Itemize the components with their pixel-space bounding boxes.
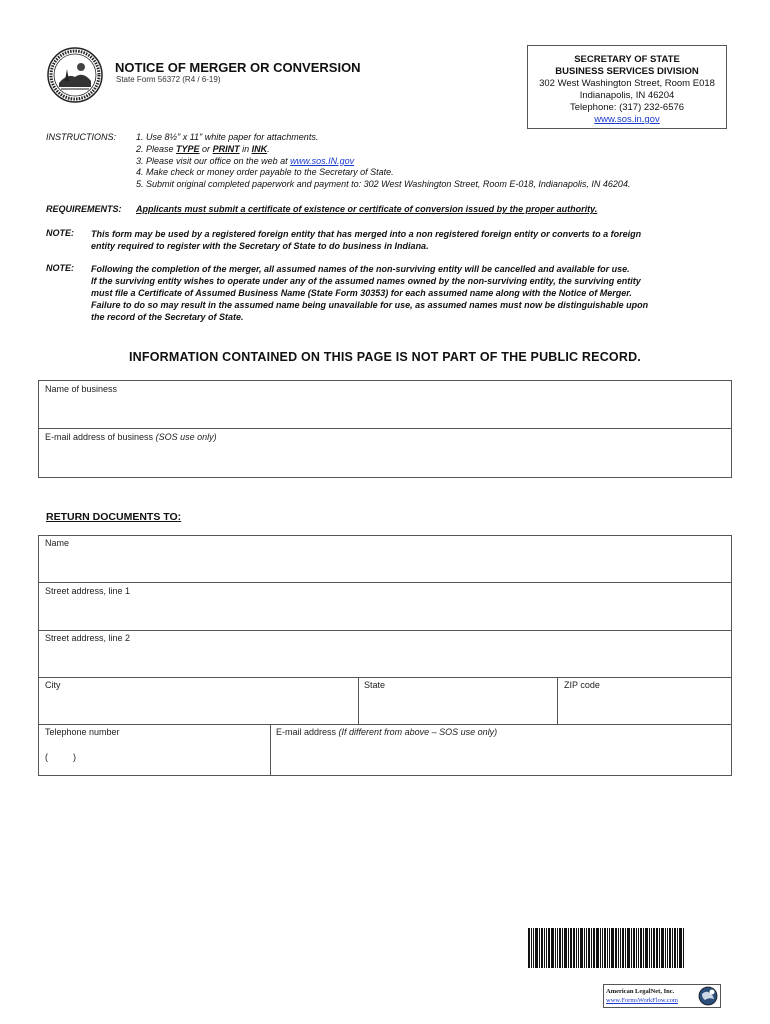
barcode-bar [679, 928, 682, 968]
barcode-bar [533, 928, 534, 968]
instruction-item-2: 2. Please TYPE or PRINT in INK. [136, 143, 270, 154]
instructions-list [136, 132, 630, 191]
barcode-bar [580, 928, 583, 968]
return-documents-title: RETURN DOCUMENTS TO: [46, 511, 182, 523]
city-label: City [45, 680, 61, 690]
sos-web-link[interactable]: www.sos.IN.gov [290, 155, 355, 166]
barcode-bar [638, 928, 639, 968]
sos-phone: Telephone: (317) 232-6576 [569, 102, 685, 113]
barcode-bar [551, 928, 554, 968]
business-email-label: E-mail address of business (SOS use only) [45, 432, 217, 442]
sos-division: BUSINESS SERVICES DIVISION [555, 66, 699, 77]
barcode-bar [649, 928, 650, 968]
barcode-bar [528, 928, 530, 968]
requirements-label: REQUIREMENTS: [46, 204, 122, 214]
state-seal-icon [47, 47, 103, 103]
form-title: NOTICE OF MERGER OR CONVERSION [115, 60, 361, 75]
barcode-bar [625, 928, 626, 968]
barcode-bar [544, 928, 545, 968]
barcode-bar [661, 928, 664, 968]
barcode-bar [593, 928, 595, 968]
requirements-text: Applicants must submit a certificate of existence or certificate of conversion issued by the proper authority. [136, 204, 598, 214]
sos-title: SECRETARY OF STATE [574, 54, 680, 65]
state-label: State [364, 680, 386, 690]
street-address-1-field[interactable] [38, 583, 732, 630]
public-record-notice: INFORMATION CONTAINED ON THIS PAGE IS NOT PART OF THE PUBLIC RECORD. [129, 350, 641, 364]
barcode-bar [588, 928, 590, 968]
barcode-bar [602, 928, 603, 968]
form-number: State Form 56372 (R4 / 6-19) [116, 75, 221, 84]
barcode-bar [672, 928, 673, 968]
barcode-bar [645, 928, 648, 968]
barcode-bar [665, 928, 666, 968]
business-name-label: Name of business [45, 384, 118, 394]
barcode-bar [535, 928, 538, 968]
globe-icon [698, 986, 718, 1006]
barcode [528, 928, 710, 968]
business-name-field[interactable] [38, 380, 732, 429]
barcode-bar [539, 928, 540, 968]
barcode-bar [557, 928, 558, 968]
barcode-bar [667, 928, 668, 968]
barcode-bar [631, 928, 632, 968]
barcode-bar [683, 928, 684, 968]
sos-website-link[interactable]: www.sos.in.gov [594, 114, 660, 125]
return-email-field[interactable] [271, 725, 732, 776]
instruction-item-1: 1. Use 8½" x 11" white paper for attachments. [136, 132, 319, 142]
barcode-bar [643, 928, 644, 968]
barcode-bar [564, 928, 567, 968]
instruction-item-4: 4. Make check or money order payable to the Secretary of State. [136, 167, 394, 178]
sos-contact-box [527, 45, 727, 129]
barcode-bar [618, 928, 619, 968]
barcode-bar [609, 928, 610, 968]
barcode-bar [677, 928, 678, 968]
return-name-label: Name [45, 538, 70, 548]
barcode-bar [615, 928, 617, 968]
barcode-bar [570, 928, 572, 968]
barcode-bar [651, 928, 652, 968]
telephone-area-code: ( ) [45, 752, 76, 762]
street-address-2-field[interactable] [38, 631, 732, 677]
barcode-bar [600, 928, 601, 968]
return-name-field[interactable] [38, 535, 732, 582]
telephone-label: Telephone number [45, 727, 120, 737]
barcode-bar [656, 928, 658, 968]
street-address-2-label: Street address, line 2 [45, 633, 131, 643]
sos-address: 302 West Washington Street, Room E018 [539, 78, 715, 89]
barcode-bar [546, 928, 547, 968]
sos-city: Indianapolis, IN 46204 [579, 90, 675, 101]
barcode-bar [568, 928, 569, 968]
barcode-bar [659, 928, 660, 968]
barcode-bar [555, 928, 556, 968]
barcode-bar [548, 928, 550, 968]
footer-company: American LegalNet, Inc. [606, 988, 675, 995]
state-field[interactable] [359, 678, 557, 724]
zip-code-field[interactable] [558, 678, 732, 724]
barcode-bar [576, 928, 577, 968]
telephone-field[interactable] [38, 725, 270, 776]
barcode-bar [640, 928, 642, 968]
instruction-item-3: 3. Please visit our office on the web at www.sos.IN.gov [136, 155, 355, 166]
barcode-bar [607, 928, 608, 968]
barcode-bar [562, 928, 563, 968]
barcode-bar [653, 928, 655, 968]
barcode-bar [559, 928, 561, 968]
barcode-bar [674, 928, 676, 968]
city-field[interactable] [38, 678, 358, 724]
barcode-bar [620, 928, 621, 968]
barcode-bar [633, 928, 635, 968]
footer-url-link[interactable]: www.FormsWorkFlow.com [606, 997, 678, 1004]
barcode-bar [622, 928, 624, 968]
barcode-bar [541, 928, 543, 968]
note1-text: This form may be used by a registered foreign entity that has merged into a non registered foreign entity or converts to a foreign entity required to register with the Secretary of State to do business in Indiana. [91, 229, 642, 251]
barcode-bar [578, 928, 579, 968]
return-email-label: E-mail address (If different from above – SOS use only) [276, 727, 498, 737]
barcode-bar [586, 928, 587, 968]
barcode-bar [604, 928, 606, 968]
barcode-bar [596, 928, 599, 968]
barcode-bar [636, 928, 637, 968]
instruction-item-5: 5. Submit original completed paperwork and payment to: 302 West Washington Street, Room E-018, Indianapolis, IN 46204. [136, 179, 631, 190]
barcode-bar [573, 928, 575, 968]
barcode-bar [584, 928, 585, 968]
barcode-bar [611, 928, 614, 968]
barcode-bar [627, 928, 630, 968]
instructions-label: INSTRUCTIONS: [46, 132, 117, 142]
zip-code-label: ZIP code [564, 680, 600, 690]
note2-label: NOTE: [46, 263, 74, 273]
note1-label: NOTE: [46, 228, 74, 238]
barcode-bar [669, 928, 671, 968]
barcode-bar [591, 928, 592, 968]
note2-text: Following the completion of the merger, all assumed names of the non-surviving entity will be cancelled and available for use. If the surviving entity wishes to operate under any of the assumed names owned by the non-surviving entity, the surviving entity must file a Certificate of Assumed Business Name (State Form 30353) for each assumed name along with the Notice of Merger. Failure to do so may result in the assumed name being unavailable for use, as assumed names must now be distinguishable upon the record of the Secretary of State. [91, 264, 649, 322]
barcode-bar [531, 928, 532, 968]
street-address-1-label: Street address, line 1 [45, 586, 131, 596]
business-email-field[interactable] [38, 429, 732, 478]
